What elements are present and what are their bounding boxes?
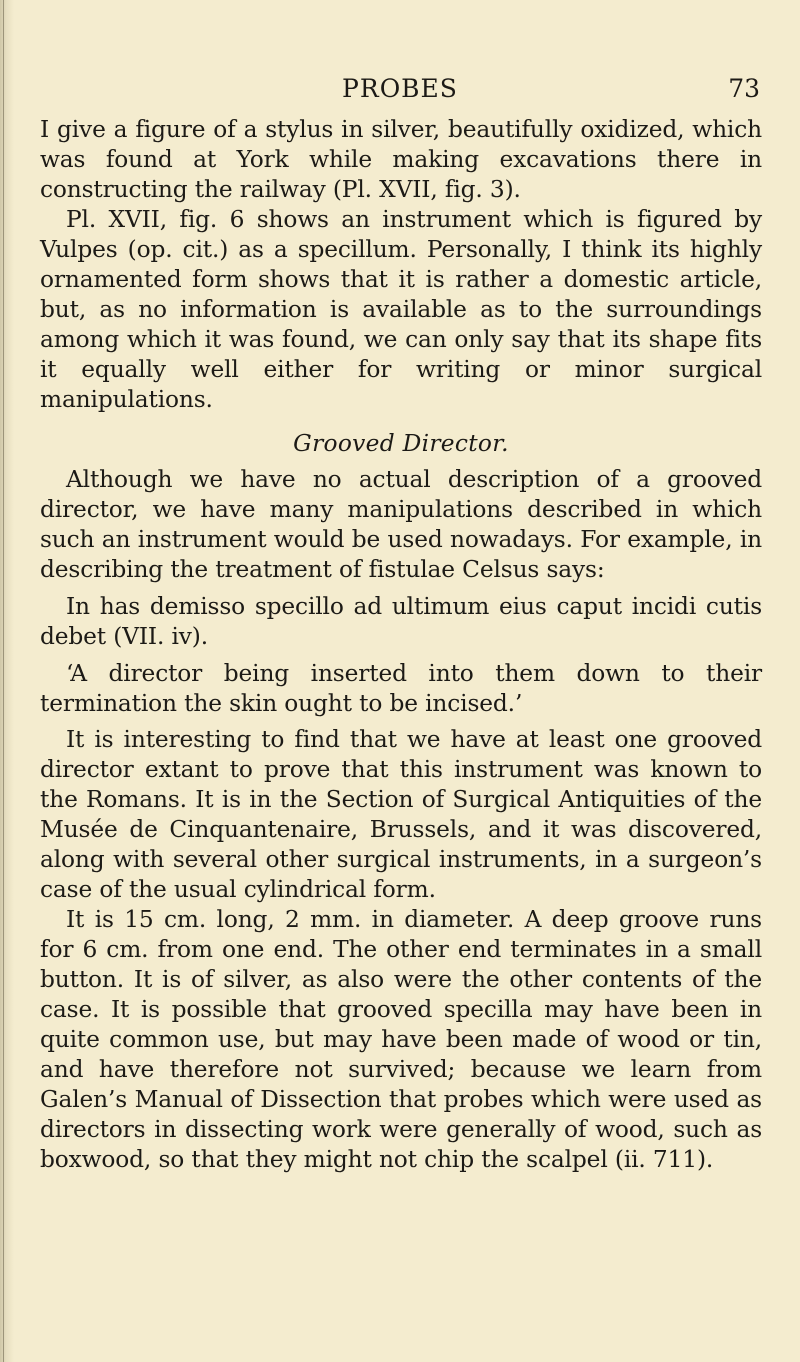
- paragraph-specillum: Pl. XVII, fig. 6 shows an instrument which is figured by Vulpes (op. cit.) as a specillum. Personally, I think its highly ornamented form shows that it is rather a domestic article, but, as no information is available as to the surroundings among which it was found, we can only say that its shape fits it equally well either for writing or minor surgical manipulations.: [40, 206, 762, 413]
- running-head: PROBES: [342, 74, 458, 103]
- latin-quotation: In has demisso specillo ad ultimum eius caput incidi cutis debet (VII. iv).: [40, 593, 762, 650]
- paragraph-grooved-director-intro: Although we have no actual description of a grooved director, we have many manipulations described in which such an instrument would be used nowadays. For example, in describing the treatment of fistulae Celsus says:: [40, 466, 762, 583]
- quotation-translation: ‘A director being inserted into them down to their termination the skin ought to be incised.’: [40, 660, 762, 717]
- page-number: 73: [728, 74, 760, 103]
- section-heading: Grooved Director.: [293, 430, 509, 457]
- page-header: [40, 74, 760, 114]
- paragraph-director-description: It is 15 cm. long, 2 mm. in diameter. A deep groove runs for 6 cm. from one end. The other end terminates in a small button. It is of silver, as also were the other contents of the case. It is possible that grooved specilla may have been in quite common use, but may have been made of wood or tin, and have therefore not survived; because we learn from Galen’s Manual of Dissection that probes which were used as directors in dissecting work were generally of wood, such as boxwood, so that they might not chip the scalpel (ii. 711).: [40, 906, 762, 1173]
- page-binding-line: [3, 0, 4, 1362]
- page-body: [40, 115, 762, 1175]
- paragraph-brussels-director: It is interesting to find that we have at least one grooved director extant to prove that this instrument was known to the Romans. It is in the Section of Surgical Antiquities of the Musée de Cinquantenaire, Brussels, and it was discovered, along with several other surgical instruments, in a surgeon’s case of the usual cylindrical form.: [40, 726, 762, 903]
- paragraph-stylus: I give a figure of a stylus in silver, beautifully oxidized, which was found at York while making excavations there in constructing the railway (Pl. XVII, fig. 3).: [40, 116, 762, 203]
